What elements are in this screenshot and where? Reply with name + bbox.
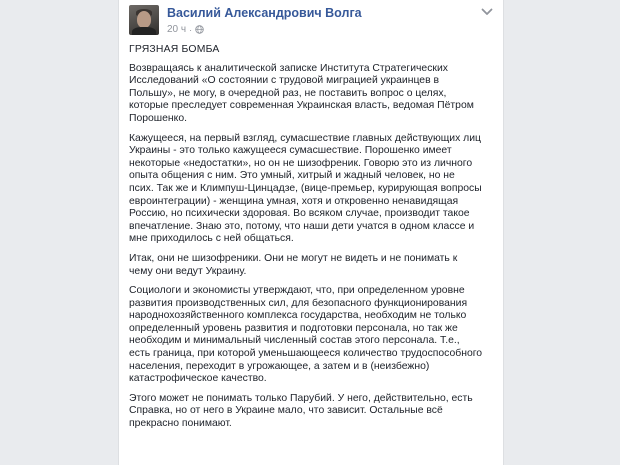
post-timestamp-link[interactable]: 20 ч [167,24,187,35]
post-content [119,40,503,431]
post-paragraph-2: Кажущееся, на первый взгляд, сумасшествие главных действующих лиц Украины - это только кажущееся сумасшествие. Порошенко имеет некоторые «недостатки», но он не шизофреник. Говорю это из личного опыта общения с ним. Это умный, хитрый и жадный человек, но не псих. Так же и Климпуш-Цинцадзе, (вице-премьер, курирующая вопросы евроинтеграции) - женщина умная, хотя и откровенно ненавидящая Россию, но психически здоровая. Во всяком случае, производит такое впечатление. Знаю это, потому, что наши дети учатся в одном классе и мне приходилось с ней общаться. [129,132,482,245]
chevron-down-icon[interactable] [481,8,493,16]
post-paragraph-3: Итак, они не шизофреники. Они не могут не видеть и не понимать к чему они ведут Украину. [129,252,458,277]
post-paragraph-1: Возвращаясь к аналитической записке Института Стратегических Исследований «О состоянии с трудовой миграцией украинцев в Польшу», не могу, в очередной раз, не поставить вопрос о целях, которые преследует современная Украинская власть, ведомая Пётром Порошенко. [129,62,474,124]
post-title: ГРЯЗНАЯ БОМБА [129,44,220,55]
globe-icon[interactable] [195,25,204,34]
post-paragraph-4: Социологи и экономисты утверждают, что, при определенном уровне развития производственных сил, для безопасного функционирования народнохозяйственного комплекса государства, необходим не только определенный уровень развития и подготовки персонала, но так же необходим и минимальный численный состав этого персонала. Т.е., есть граница, при которой уменьшающееся количество трудоспособного населения, переходит в угрожающее, а затем и в (неизбежно) катастрофическое качество. [129,285,483,385]
post-header [119,0,503,40]
facebook-post [118,0,504,465]
post-paragraph-5: Этого может не понимать только Парубий. У него, действительно, есть Справка, но от него в Украине мало, что зависит. Остальные всё прекрасно понимают. [129,392,473,430]
meta-separator: · [189,24,193,35]
post-meta [167,24,204,35]
author-avatar[interactable] [129,5,159,35]
author-name-link[interactable]: Василий Александрович Волга [167,6,362,20]
